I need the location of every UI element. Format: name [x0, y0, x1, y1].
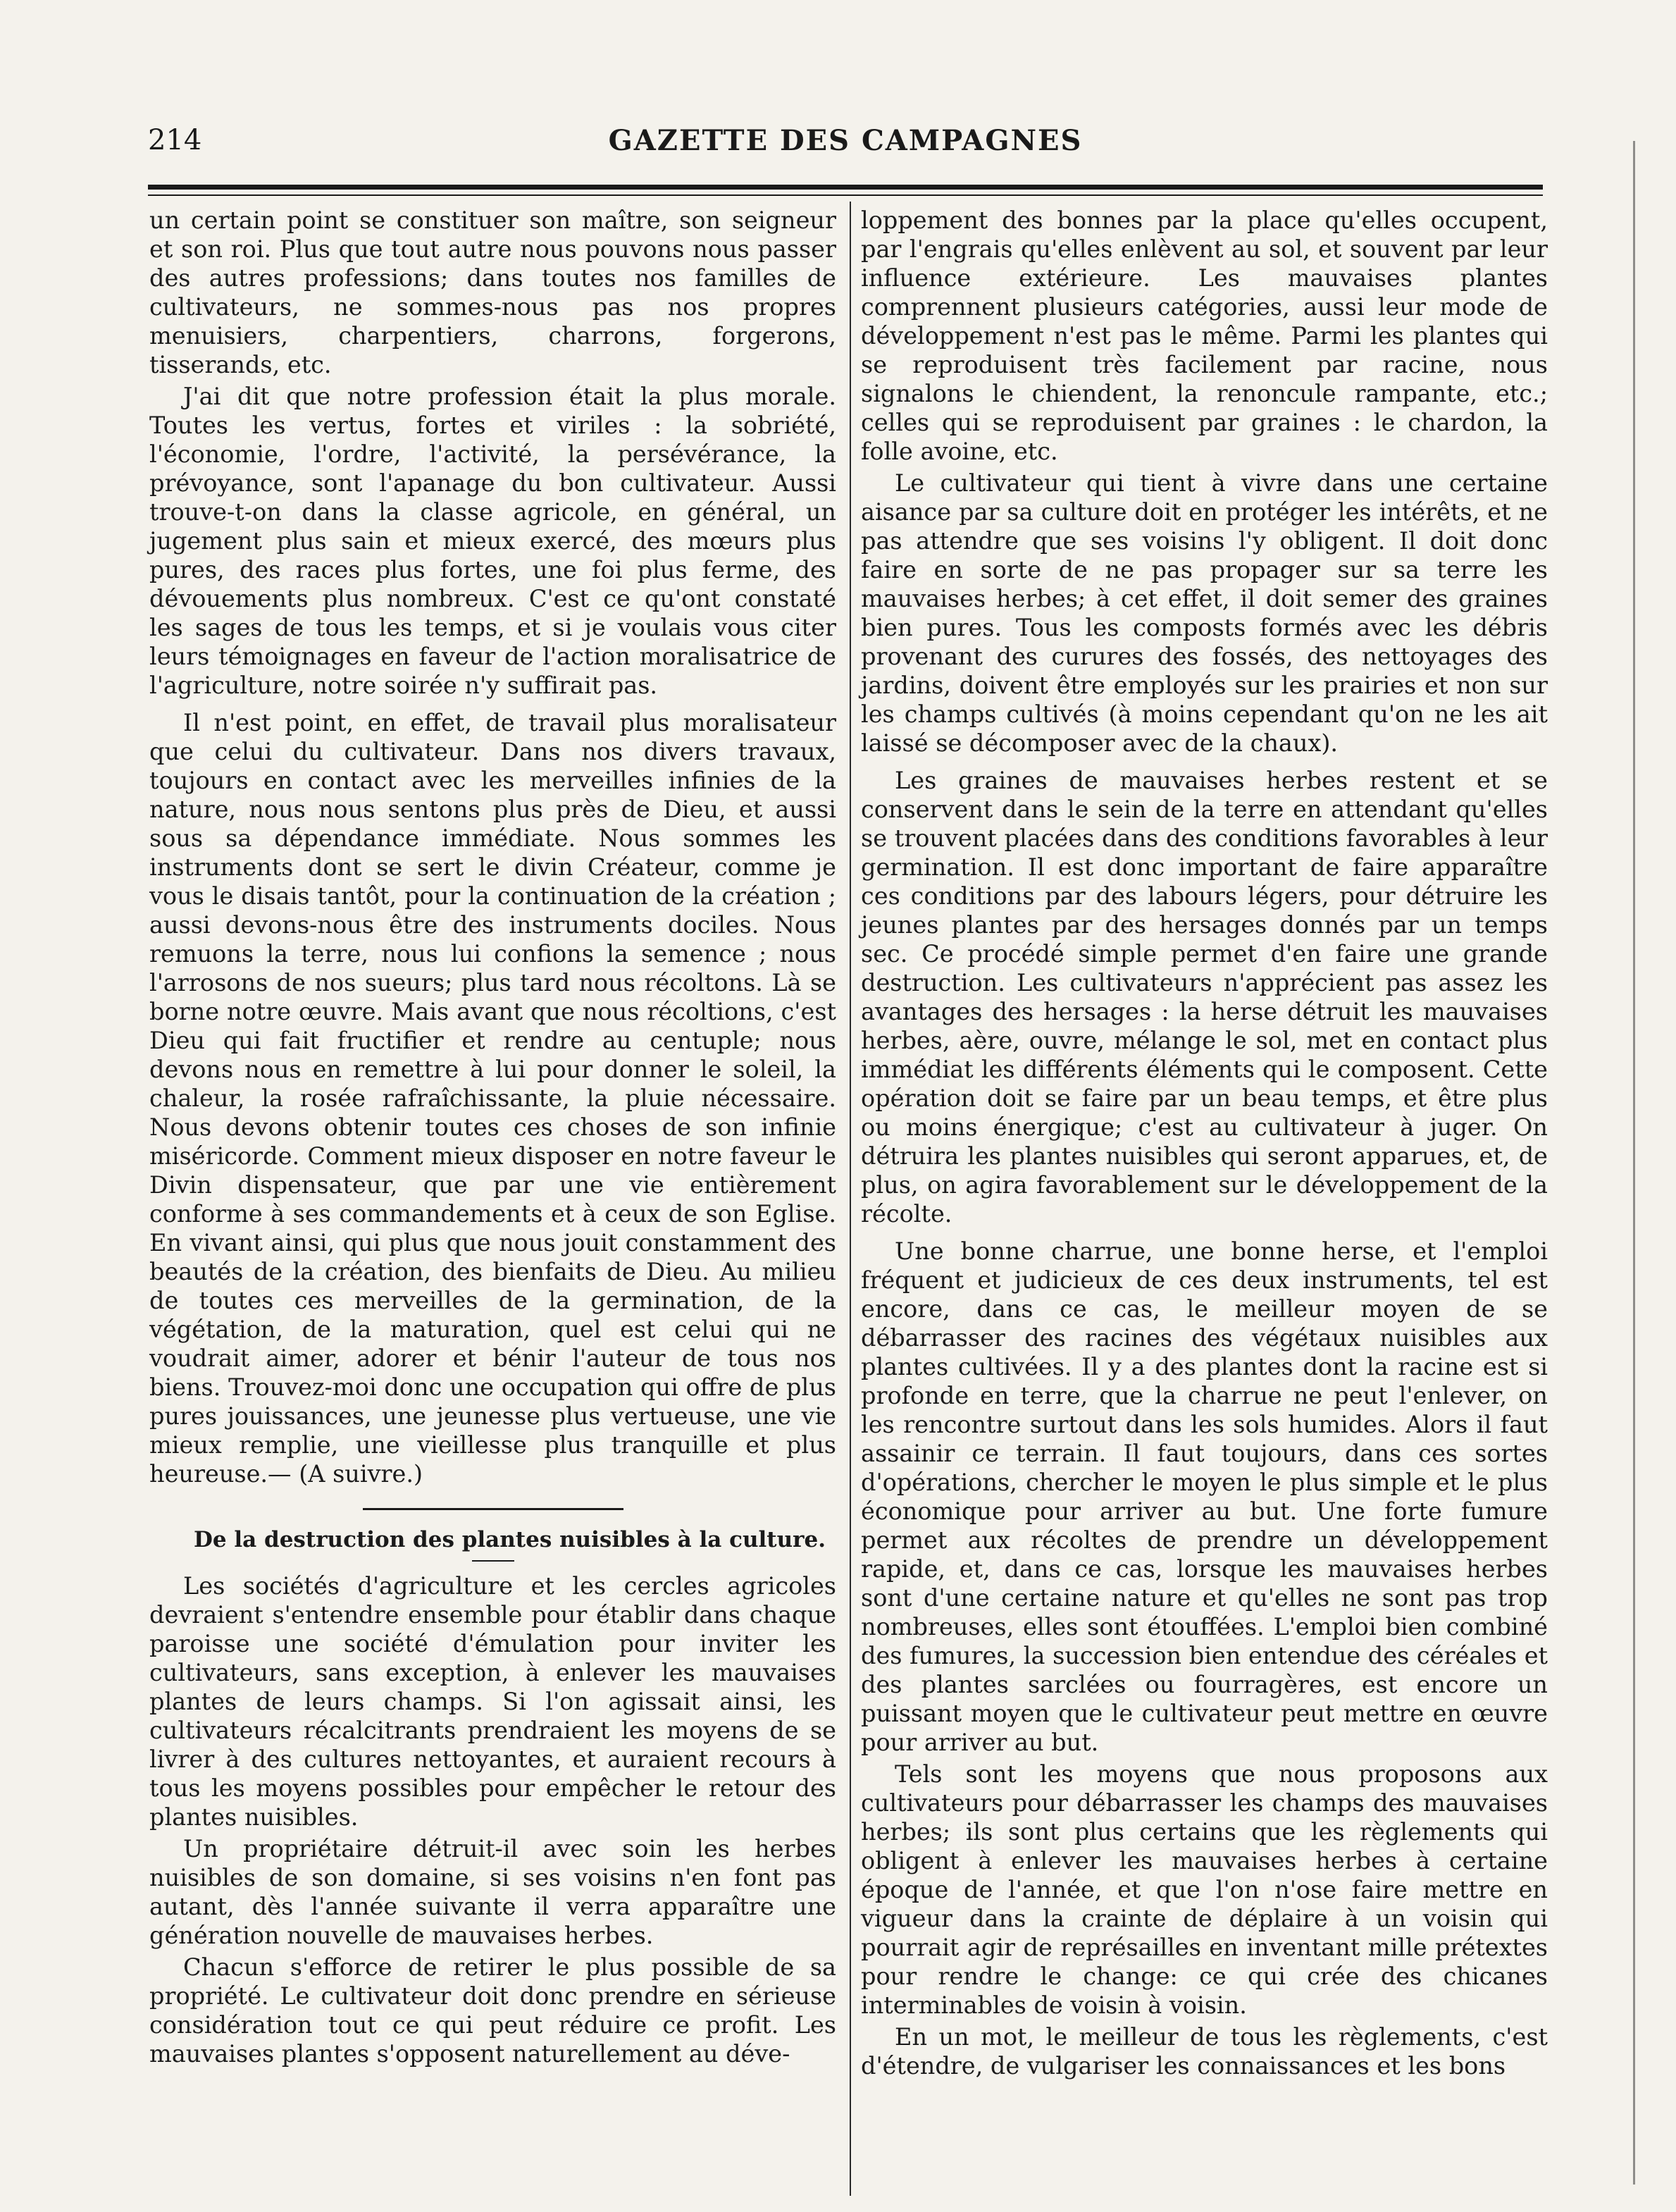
header-rule-thick — [148, 185, 1543, 190]
page-header — [148, 124, 1543, 166]
paragraph: Il n'est point, en effet, de travail plus moralisateur que celui du cultivateur. Dans nos divers travaux, toujours en contact avec les merveilles infinies de la nature, nous nous sentons plus près de Dieu, et aussi sous sa dépendance immédiate. Nous sommes les instruments dont se sert le divin Créateur, comme je vous le disais tantôt, pour la continuation de la création ; aussi devons-nous être des instruments dociles. Nous remuons la terre, nous lui confions la semence ; nous l'arrosons de nos sueurs; plus tard nous récoltons. Là se borne notre œuvre. Mais avant que nous récoltions, c'est Dieu qui fait fructifier et rendre au centuple; nous devons nous en remettre à lui pour donner le soleil, la chaleur, la rosée rafraîchissante, la pluie nécessaire. Nous devons obtenir toutes ces choses de son infinie miséricorde. Comment mieux disposer en notre faveur le Divin dispensateur, que par une vie entièrement conforme à ses commandements et à ceux de son Eglise. En vivant ainsi, qui plus que nous jouit constamment des beautés de la création, des bienfaits de Dieu. Au milieu de toutes ces merveilles de la germination, de la végétation, de la maturation, quel est celui qui ne voudrait aimer, adorer et bénir l'auteur de tous nos biens. Trouvez-moi donc une occupation qui offre de plus pures jouissances, une jeunesse plus vertueuse, une vie mieux remplie, une vieillesse plus tranquille et plus heureuse.— (A suivre.) — [149, 709, 836, 1488]
paragraph: Tels sont les moyens que nous proposons aux cultivateurs pour débarrasser les champs des mauvaises herbes; ils sont plus certains que les règlements qui obligent à enlever les mauvaises herbes à certaine époque de l'année, et que l'on n'ose faire mettre en vigueur dans la crainte de déplaire à un voisin qui pourrait agir de représailles en inventant mille prétextes pour rendre le change: ce qui crée des chicanes interminables de voisin à voisin. — [861, 1760, 1548, 2019]
scan-binding-edge — [1633, 141, 1635, 2185]
paragraph: Chacun s'efforce de retirer le plus possible de sa propriété. Le cultivateur doit donc prendre en sérieuse considération tout ce qui peut réduire ce profit. Les mauvaises plantes s'opposent naturellement au déve- — [149, 1953, 836, 2068]
paragraph: Le cultivateur qui tient à vivre dans une certaine aisance par sa culture doit en protéger les intérêts, et ne pas attendre que ses voisins l'y obligent. Il doit donc faire en sorte de ne pas propager sur sa terre les mauvaises herbes; à cet effet, il doit semer des graines bien pures. Tous les composts formés avec les débris provenant des curures des fossés, des nettoyages des jardins, doivent être employés sur les prairies et non sur les champs cultivés (à moins cependant qu'on ne les ait laissé se décomposer avec de la chaux). — [861, 469, 1548, 757]
left-column — [149, 206, 836, 2068]
column-divider — [850, 202, 851, 2196]
paragraph: J'ai dit que notre profession était la plus morale. Toutes les vertus, fortes et viriles : la sobriété, l'économie, l'ordre, l'activité, la persévérance, la prévoyance, sont l'apanage du bon cultivateur. Aussi trouve-t-on dans la classe agricole, en général, un jugement plus sain et mieux exercé, des mœurs plus pures, des races plus fortes, une foi plus ferme, des dévouements plus nombreux. C'est ce qu'ont constaté les sages de tous les temps, et si je voulais vous citer leurs témoignages en faveur de l'action moralisatrice de l'agriculture, notre soirée n'y suffirait pas. — [149, 383, 836, 699]
paragraph: loppement des bonnes par la place qu'elles occupent, par l'engrais qu'elles enlèvent au sol, et souvent par leur influence extérieure. Les mauvaises plantes comprennent plusieurs catégories, aussi leur mode de développement n'est pas le même. Parmi les plantes qui se reproduisent très facilement par racine, nous signalons le chiendent, la renoncule rampante, etc.; celles qui se reproduisent par graines : le chardon, la folle avoine, etc. — [861, 206, 1548, 465]
paragraph: un certain point se constituer son maître, son seigneur et son roi. Plus que tout autre nous pouvons nous passer des autres professions; dans toutes nos familles de cultivateurs, ne sommes-nous pas nos propres menuisiers, charpentiers, charrons, forgerons, tisserands, etc. — [149, 206, 836, 378]
right-column — [861, 206, 1548, 2080]
journal-title: GAZETTE DES CAMPAGNES — [608, 124, 1083, 157]
paragraph: Les graines de mauvaises herbes restent et se conservent dans le sein de la terre en attendant qu'elles se trouvent placées dans des conditions favorables à leur germination. Il est donc important de faire apparaître ces conditions par des labours légers, pour détruire les jeunes plantes par des hersages donnés par un temps sec. Ce procédé simple permet d'en faire une grande destruction. Les cultivateurs n'apprécient pas assez les avantages des hersages : la herse détruit les mauvaises herbes, aère, ouvre, mélange le sol, met en contact plus immédiat les différents éléments qui le composent. Cette opération doit se faire par un beau temps, et être plus ou moins énergique; c'est au cultivateur à juger. On détruira les plantes nuisibles qui seront apparues, et, de plus, on agira favorablement sur le développement de la récolte. — [861, 767, 1548, 1228]
paragraph: Un propriétaire détruit-il avec soin les herbes nuisibles de son domaine, si ses voisins n'en font pas autant, dès l'année suivante il verra apparaître une génération nouvelle de mauvaises herbes. — [149, 1835, 836, 1949]
section-separator — [363, 1508, 623, 1510]
page-number: 214 — [148, 124, 202, 156]
heading-rule — [472, 1560, 514, 1562]
paragraph: Une bonne charrue, une bonne herse, et l'emploi fréquent et judicieux de ces deux instruments, tel est encore, dans ce cas, le meilleur moyen de se débarrasser des racines des végétaux nuisibles aux plantes cultivées. Il y a des plantes dont la racine est si profonde en terre, que la charrue ne peut l'enlever, on les rencontre surtout dans les sols humides. Alors il faut assainir ce terrain. Il faut toujours, dans ces sortes d'opérations, chercher le moyen le plus simple et le plus économique pour arriver au but. Une forte fumure permet aux récoltes de prendre un développement rapide, et, dans ce cas, lorsque les mauvaises herbes sont d'une certaine nature et qu'elles ne sont pas trop nombreuses, elles sont étouffées. L'emploi bien combiné des fumures, la succession bien entendue des céréales et des plantes sarclées ou fourragères, est encore un puissant moyen que le cultivateur peut mettre en œuvre pour arriver au but. — [861, 1237, 1548, 1756]
paragraph: Les sociétés d'agriculture et les cercles agricoles devraient s'entendre ensemble pour établir dans chaque paroisse une société d'émulation pour inviter les cultivateurs, sans exception, à enlever les mauvaises plantes de leurs champs. Si l'on agissait ainsi, les cultivateurs récalcitrants prendraient les moyens de se livrer à des cultures nettoyantes, et auraient recours à tous les moyens possibles pour empêcher le retour des plantes nuisibles. — [149, 1572, 836, 1831]
section-heading: De la destruction des plantes nuisibles à la culture. — [193, 1527, 826, 1552]
paragraph: En un mot, le meilleur de tous les règlements, c'est d'étendre, de vulgariser les connaissances et les bons — [861, 2023, 1548, 2080]
header-rule-thin — [148, 194, 1543, 196]
